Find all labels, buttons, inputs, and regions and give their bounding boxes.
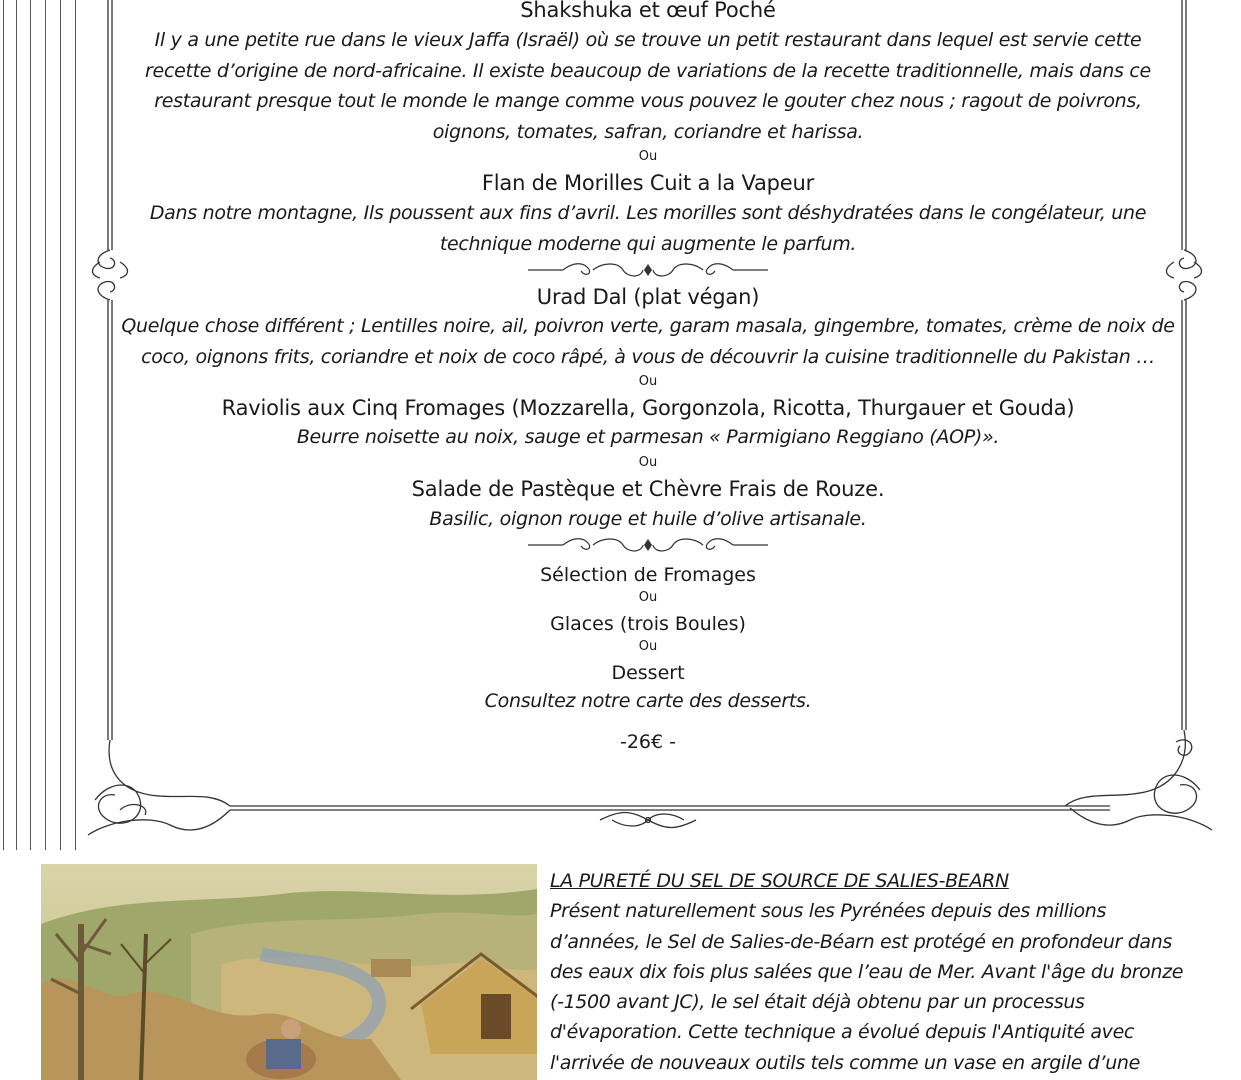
or-separator: Ou — [638, 149, 658, 164]
menu-price: -26€ - — [619, 730, 677, 753]
or-separator: Ou — [638, 639, 658, 654]
salt-harvest-painting — [41, 864, 537, 1080]
dish-description-raviolis: Beurre noisette au noix, sauge et parmesan « Parmigiano Reggiano (AOP)». — [296, 426, 1000, 448]
menu-content — [120, 0, 1176, 755]
dessert-item-glaces: Glaces (trois Boules) — [550, 613, 746, 635]
dish-description-flan: Dans notre montagne, Ils poussent aux fins d’avril. Les morilles sont déshydratées dans le congélateur, une technique moderne qui augmente le parfum. — [149, 202, 1147, 255]
dessert-item-dessert: Dessert — [611, 662, 685, 684]
dish-title-salade: Salade de Pastèque et Chèvre Frais de Rouze. — [411, 476, 885, 501]
salt-heading: LA PURETÉ DU SEL DE SOURCE DE SALIES-BEARN — [550, 870, 1009, 892]
dish-title-flan: Flan de Morilles Cuit a la Vapeur — [481, 171, 815, 195]
dessert-item-fromages: Sélection de Fromages — [540, 564, 756, 586]
ornament-divider — [523, 534, 773, 556]
dish-title-urad-dal: Urad Dal (plat végan) — [536, 285, 760, 309]
or-separator: Ou — [638, 454, 658, 470]
dish-description-salade: Basilic, oignon rouge et huile d’olive artisanale. — [429, 507, 867, 530]
dish-description-shakshuka: Il y a une petite rue dans le vieux Jaffa (Israël) où se trouve un petit restaurant dans lequel est servie cette recette d’origine de nord-africaine. Il existe beaucoup de variations de la recette traditionnelle, mais dans ce restaurant presque tout le monde le mange comme vous pouvez le gouter chez nous ; ragout de poivrons, oignons, tomates, safran, coriandre et harissa. — [145, 29, 1151, 143]
dessert-description: Consultez notre carte des desserts. — [484, 690, 812, 712]
salt-info-section — [550, 866, 1210, 1078]
or-separator: Ou — [638, 374, 658, 389]
dish-title-raviolis: Raviolis aux Cinq Fromages (Mozzarella, Gorgonzola, Ricotta, Thurgauer et Gouda) — [221, 396, 1075, 420]
or-separator: Ou — [638, 590, 658, 605]
dish-description-urad-dal: Quelque chose différent ; Lentilles noire, ail, poivron verte, garam masala, gingembre, tomates, crème de noix de coco, oignons frits, coriandre et noix de coco râpé, à vous de découvrir la cuisine traditionnelle du Pakistan … — [121, 315, 1175, 368]
ornament-divider — [523, 259, 773, 281]
salt-paragraph: Présent naturellement sous les Pyrénées depuis des millions d’années, le Sel de Salies-de-Béarn est protégé en profondeur dans des eaux dix fois plus salées que l’eau de Mer. Avant l'âge du bronze (-1500 avant JC), le sel était déjà obtenu par un processus d'évaporation. Cette technique a évolué depuis l'Antiquité avec l'arrivée de nouveaux outils tels comme un vase en argile d’une — [550, 900, 1184, 1074]
dish-title-shakshuka: Shakshuka et œuf Poché — [520, 0, 776, 22]
